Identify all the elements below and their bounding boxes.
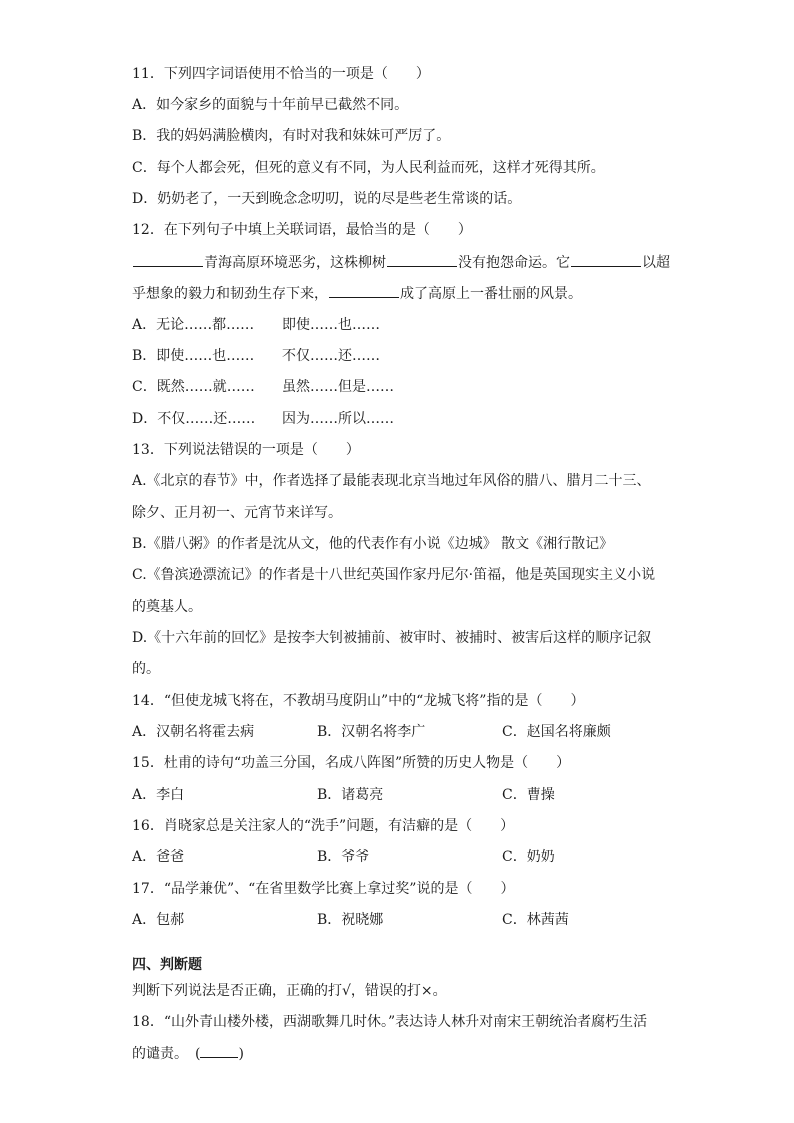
section-heading: 四、判断题 — [132, 957, 202, 973]
question-11-option-c: C．每个人都会死，但死的意义有不同，为人民利益而死，这样才死得其所。 — [132, 160, 605, 176]
sentence-part: 没有抱怨命运。它 — [458, 255, 570, 271]
option-c-second: 虽然……但是…… — [282, 379, 394, 395]
option-a: A．包郝 — [132, 912, 185, 928]
section-instruction: 判断下列说法是否正确，正确的打√，错误的打×。 — [132, 983, 447, 999]
question-16-options — [132, 847, 662, 867]
question-12-stem: 12．在下列句子中填上关联词语，最恰当的是（ ） — [132, 222, 472, 238]
question-17-stem: 17．“品学兼优”、“在省里数学比赛上拿过奖”说的是（ ） — [132, 881, 515, 897]
question-15-stem: 15．杜甫的诗句“功盖三分国，名成八阵图”所赞的历史人物是（ ） — [132, 755, 571, 771]
question-14-options — [132, 722, 662, 742]
question-18-line1: 18．“山外青山楼外楼，西湖歌舞几时休。”表达诗人林升对南宋王朝统治者腐朽生活 — [132, 1014, 648, 1030]
fill-blank[interactable] — [329, 283, 399, 298]
sentence-part: 以超 — [642, 255, 670, 271]
question-12-option-c — [132, 377, 662, 397]
option-b: B．爷爷 — [317, 849, 370, 865]
option-a: A．李白 — [132, 787, 185, 803]
sentence-part: 青海高原环境恶劣，这株柳树 — [204, 255, 386, 271]
question-11-option-a: A．如今家乡的面貌与十年前早已截然不同。 — [132, 97, 409, 113]
question-17-options — [132, 910, 662, 930]
fill-blank[interactable] — [133, 252, 203, 267]
fill-blank[interactable] — [571, 252, 641, 267]
question-15-options — [132, 785, 662, 805]
option-b-first: B．即使……也…… — [132, 348, 255, 364]
fill-blank[interactable] — [387, 252, 457, 267]
question-18-line2 — [132, 1043, 244, 1063]
sentence-part: 乎想象的毅力和韧劲生存下来， — [132, 286, 328, 302]
question-12-sentence-line2 — [132, 283, 582, 303]
answer-blank[interactable] — [200, 1043, 238, 1058]
question-16-stem: 16．肖晓家总是关注家人的“洗手”问题，有洁癖的是（ ） — [132, 818, 515, 834]
question-13-option-a-line2: 除夕、正月初一、元宵节来详写。 — [132, 505, 342, 521]
question-12-option-a — [132, 315, 662, 335]
option-b: B．汉朝名将李广 — [317, 724, 426, 740]
question-18-close-paren: ) — [238, 1046, 244, 1062]
question-14-stem: 14．“但使龙城飞将在，不教胡马度阴山”中的“龙城飞将”指的是（ ） — [132, 693, 585, 709]
option-c: C．奶奶 — [502, 849, 555, 865]
option-d-second: 因为……所以…… — [282, 411, 394, 427]
option-b: B．祝晓娜 — [317, 912, 384, 928]
question-18-text: 的谴责。 ( — [132, 1046, 201, 1062]
sentence-part: 成了高原上一番壮丽的风景。 — [400, 286, 582, 302]
option-b-second: 不仅……还…… — [282, 348, 380, 364]
question-11-option-d: D．奶奶老了，一天到晚念念叨叨，说的尽是些老生常谈的话。 — [132, 191, 522, 207]
question-13-stem: 13．下列说法错误的一项是（ ） — [132, 442, 360, 458]
option-d-first: D．不仅……还…… — [132, 411, 256, 427]
option-c: C．曹操 — [502, 787, 555, 803]
option-c-first: C．既然……就…… — [132, 379, 255, 395]
question-11-option-b: B．我的妈妈满脸横肉，有时对我和妹妹可严厉了。 — [132, 128, 451, 144]
question-13-option-d-line2: 的。 — [132, 661, 160, 677]
question-11-stem: 11．下列四字词语使用不恰当的一项是（ ） — [132, 66, 430, 82]
question-12-sentence-line1 — [132, 252, 670, 272]
question-12-option-d — [132, 409, 662, 429]
question-13-option-c-line1: C.《鲁滨逊漂流记》的作者是十八世纪英国作家丹尼尔·笛福，他是英国现实主义小说 — [132, 567, 656, 583]
question-13-option-d-line1: D.《十六年前的回忆》是按李大钊被捕前、被审时、被捕时、被害后这样的顺序记叙 — [132, 630, 652, 646]
option-c: C．赵国名将廉颇 — [502, 724, 611, 740]
question-13-option-a-line1: A.《北京的春节》中，作者选择了最能表现北京当地过年风俗的腊八、腊月二十三、 — [132, 473, 651, 489]
option-a: A．汉朝名将霍去病 — [132, 724, 255, 740]
option-a-second: 即使……也…… — [282, 317, 380, 333]
question-13-option-b: B.《腊八粥》的作者是沈从文，他的代表作有小说《边城》 散文《湘行散记》 — [132, 536, 614, 552]
option-c: C．林茜茜 — [502, 912, 569, 928]
question-12-option-b — [132, 346, 662, 366]
question-13-option-c-line2: 的奠基人。 — [132, 599, 202, 615]
option-a-first: A．无论……都…… — [132, 317, 255, 333]
option-a: A．爸爸 — [132, 849, 185, 865]
option-b: B．诸葛亮 — [317, 787, 384, 803]
